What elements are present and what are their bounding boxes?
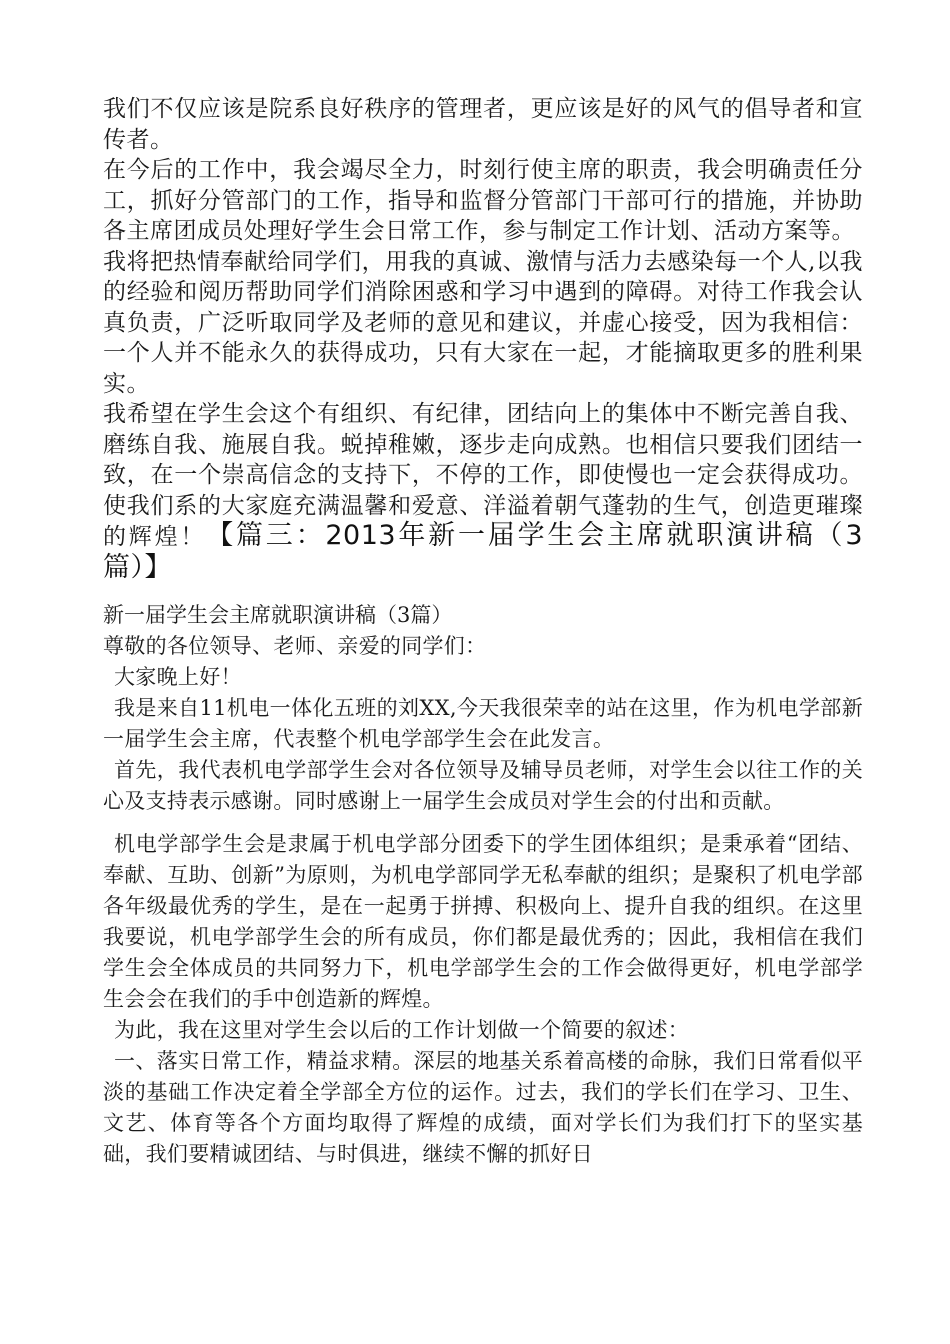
section-heading: 【篇三：2013年新一届学生会主席就职演讲稿（3篇）】	[103, 520, 864, 583]
greeting: 大家晚上好！	[114, 665, 242, 689]
body-paragraph: 我将把热情奉献给同学们，用我的真诚、激情与活力去感染每一个人,以我的经验和阅历帮助同学们消除困惑和学习中遇到的障碍。对待工作我会认真负责，广泛听取同学及老师的意见和建议，并虚心接受，因为我相信：一个人并不能永久的获得成功，只有大家在一起，才能摘取更多的胜利果实。	[103, 248, 863, 397]
body-paragraph: 机电学部学生会是隶属于机电学部分团委下的学生团体组织；是秉承着“团结、奉献、互助、创新”为原则，为机电学部同学无私奉献的组织；是聚积了机电学部各年级最优秀的学生，是在一起勇于拼搏、积极向上、提升自我的组织。在这里我要说，机电学部学生会的所有成员，你们都是最优秀的；因此，我相信在我们学生会全体成员的共同努力下，机电学部学生会的工作会做得更好，机电学部学生会会在我们的手中创造新的辉煌。	[103, 832, 863, 1011]
body-paragraph: 我是来自11机电一体化五班的刘XX,今天我很荣幸的站在这里，作为机电学部新一届学生会主席，代表整个机电学部学生会在此发言。	[103, 696, 863, 751]
body-paragraph: 在今后的工作中，我会竭尽全力，时刻行使主席的职责，我会明确责任分工，抓好分管部门的工作，指导和监督分管部门干部可行的措施，并协助各主席团成员处理好学生会日常工作，参与制定工作计划、活动方案等。	[103, 157, 863, 244]
body-paragraph: 我们不仅应该是院系良好秩序的管理者，更应该是好的风气的倡导者和宣传者。	[103, 96, 863, 153]
body-paragraph: 为此，我在这里对学生会以后的工作计划做一个简要的叙述：	[114, 1018, 690, 1042]
document-subtitle: 新一届学生会主席就职演讲稿（3篇）	[103, 603, 453, 627]
body-paragraph	[103, 399, 863, 584]
salutation: 尊敬的各位领导、老师、亲爱的同学们：	[103, 634, 487, 658]
body-paragraph: 一、落实日常工作，精益求精。深层的地基关系着高楼的命脉，我们日常看似平淡的基础工作决定着全学部全方位的运作。过去，我们的学长们在学习、卫生、文艺、体育等各个方面均取得了辉煌的成绩，面对学长们为我们打下的坚实基础，我们要精诚团结、与时俱进，继续不懈的抓好日	[103, 1049, 863, 1166]
body-paragraph-text: 我希望在学生会这个有组织、有纪律，团结向上的集体中不断完善自我、磨练自我、施展自我。蜕掉稚嫩，逐步走向成熟。也相信只要我们团结一致，在一个崇高信念的支持下，不停的工作，即使慢也一定会获得成功。使我们系的大家庭充满温馨和爱意、洋溢着朝气蓬勃的生气，创造更璀璨的辉煌！	[103, 401, 863, 550]
spacer	[103, 817, 863, 829]
document-page	[103, 94, 863, 1170]
body-paragraph: 首先，我代表机电学部学生会对各位领导及辅导员老师，对学生会以往工作的关心及支持表示感谢。同时感谢上一届学生会成员对学生会的付出和贡献。	[103, 758, 863, 813]
spacer	[103, 584, 863, 600]
